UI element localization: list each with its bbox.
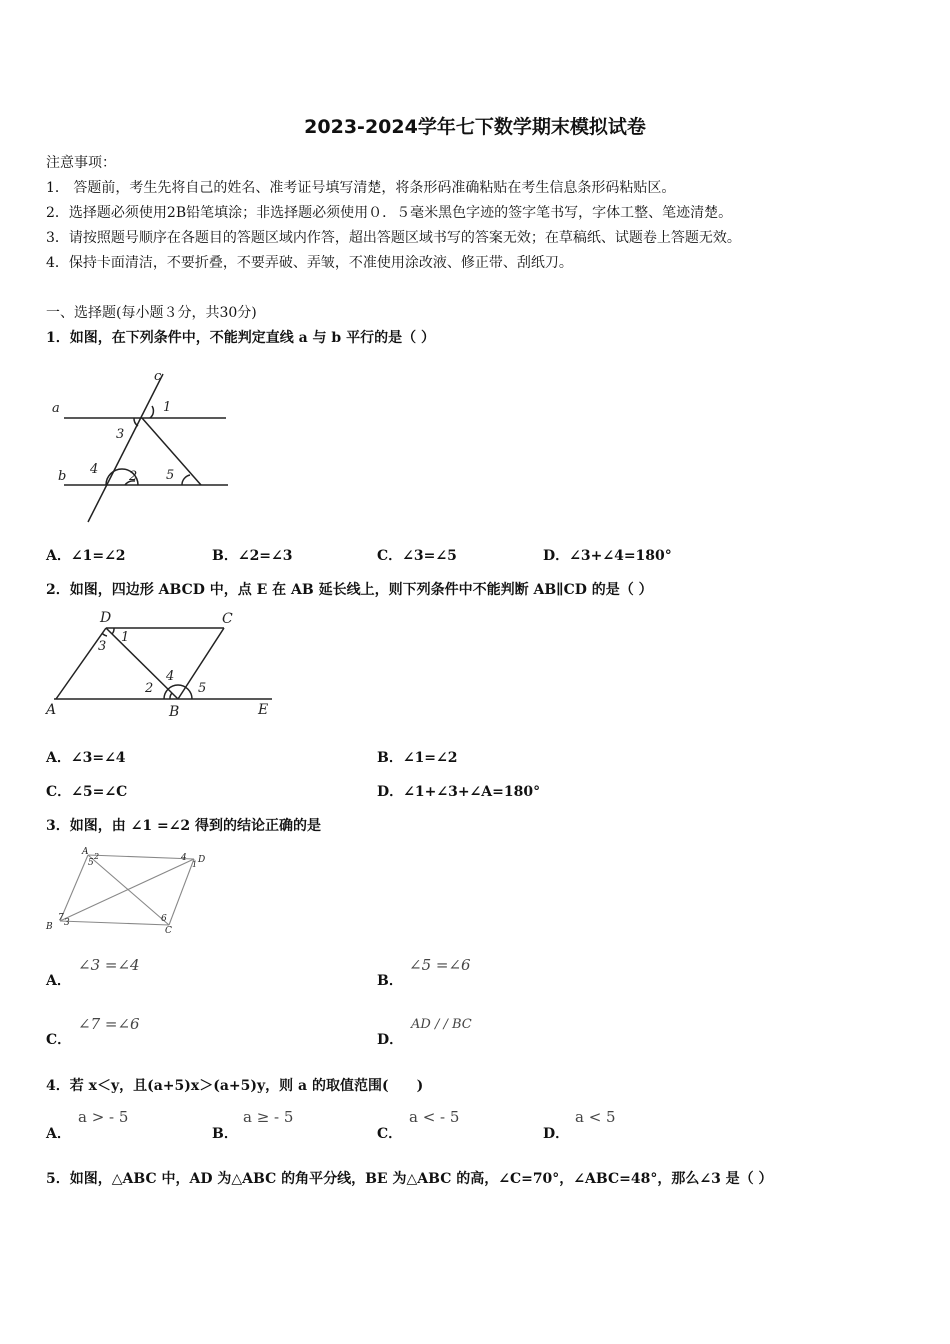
q4-option-d-value[interactable]: a < 5 — [575, 1108, 616, 1126]
q2-label-d: D — [100, 610, 112, 626]
notice-heading: 注意事项： — [46, 155, 116, 171]
q2-stem: 2．如图，四边形 ABCD 中，点 E 在 AB 延长线上，则下列条件中不能判断 AB∥CD 的是（ ） — [46, 582, 653, 598]
q1-stem: 1．如图，在下列条件中，不能判定直线 a 与 b 平行的是（ ） — [46, 330, 435, 346]
q3-label-a: A — [82, 847, 89, 857]
q4-option-a-letter[interactable]: A． — [46, 1126, 71, 1142]
q2-option-a[interactable]: A．∠3=∠4 — [46, 750, 126, 766]
q2-diagonal-db — [106, 628, 178, 699]
q1-option-c[interactable]: C．∠3=∠5 — [377, 548, 457, 564]
q2-label-a: A — [46, 702, 57, 718]
q1-label-5: 5 — [166, 468, 175, 483]
q1-label-b: b — [58, 469, 67, 484]
q3-label-c: C — [165, 926, 172, 936]
q1-option-a[interactable]: A．∠1=∠2 — [46, 548, 126, 564]
q4-option-b-letter[interactable]: B． — [212, 1126, 238, 1142]
q1-label-c: c — [154, 369, 162, 384]
q2-label-c: C — [222, 611, 233, 627]
q3-label-5: 5 — [88, 858, 94, 868]
q3-label-4: 4 — [181, 853, 187, 863]
q1-label-2: 2 — [129, 469, 138, 484]
notice-item: 1． 答题前，考生先将自己的姓名、准考证号填写清楚，将条形码准确粘贴在考生信息条形码粘贴区。 — [46, 180, 676, 196]
q3-option-c-value[interactable]: ∠7 =∠6 — [78, 1015, 140, 1033]
q3-option-d-letter[interactable]: D． — [377, 1032, 404, 1048]
q2-label-3: 3 — [98, 639, 107, 654]
q4-option-a-value[interactable]: a > - 5 — [78, 1108, 129, 1126]
q2-label-5: 5 — [198, 681, 207, 696]
q5-stem: 5．如图，△ABC 中，AD 为△ABC 的角平分线，BE 为△ABC 的高，∠C=70°，∠ABC=48°，那么∠3 是（ ） — [46, 1171, 773, 1187]
q1-option-d[interactable]: D．∠3+∠4=180° — [543, 548, 672, 564]
q4-stem: 4．若 x＜y，且(a+5)x＞(a+5)y，则 a 的取值范围( ) — [46, 1078, 424, 1094]
q3-label-d: D — [198, 855, 206, 865]
q3-option-b-value[interactable]: ∠5 =∠6 — [409, 956, 471, 974]
q2-label-1: 1 — [121, 630, 130, 645]
q3-option-b-letter[interactable]: B． — [377, 973, 403, 989]
q3-side-ab — [60, 855, 88, 921]
q1-label-a: a — [52, 401, 60, 416]
page-title: 2023-2024学年七下数学期末模拟试卷 — [304, 116, 646, 138]
q3-label-6: 6 — [161, 914, 167, 924]
q3-option-d-value[interactable]: AD / / BC — [411, 1017, 472, 1032]
q3-label-1: 1 — [192, 860, 198, 869]
q3-label-7: 7 — [58, 913, 64, 923]
q4-option-b-value[interactable]: a ≥ - 5 — [243, 1108, 294, 1126]
q1-label-3: 3 — [116, 427, 125, 442]
q3-option-a-value[interactable]: ∠3 =∠4 — [78, 956, 140, 974]
q3-stem: 3．如图，由 ∠1 =∠2 得到的结论正确的是 — [46, 818, 322, 834]
q2-label-b: B — [169, 704, 180, 720]
q3-diagonal-ac — [88, 855, 169, 925]
q3-option-c-letter[interactable]: C． — [46, 1032, 72, 1048]
q2-option-c[interactable]: C．∠5=∠C — [46, 784, 128, 800]
q3-figure — [44, 845, 214, 937]
q1-figure — [46, 362, 246, 527]
q1-label-1: 1 — [163, 400, 172, 415]
q1-line-c — [88, 374, 163, 522]
q2-option-b[interactable]: B．∠1=∠2 — [377, 750, 458, 766]
q1-label-4: 4 — [90, 462, 99, 477]
section-heading: 一、选择题(每小题３分，共30分) — [46, 305, 257, 321]
q2-label-2: 2 — [145, 681, 154, 696]
q2-label-4: 4 — [166, 669, 175, 684]
q3-label-3: 3 — [64, 918, 70, 928]
q3-label-b: B — [46, 922, 53, 932]
q3-label-2: 2 — [94, 852, 100, 861]
q2-figure — [44, 606, 276, 721]
q3-side-bc — [60, 921, 169, 925]
q4-option-d-letter[interactable]: D． — [543, 1126, 570, 1142]
notice-item: 3．请按照题号顺序在各题目的答题区域内作答，超出答题区域书写的答案无效；在草稿纸、试题卷上答题无效。 — [46, 230, 741, 246]
q3-side-ad — [88, 855, 194, 859]
q1-option-b[interactable]: B．∠2=∠3 — [212, 548, 293, 564]
q4-option-c-letter[interactable]: C． — [377, 1126, 403, 1142]
q2-label-e: E — [258, 702, 269, 718]
notice-item: 4．保持卡面清洁，不要折叠，不要弄破、弄皱，不准使用涂改液、修正带、刮纸刀。 — [46, 255, 573, 271]
q2-option-d[interactable]: D．∠1+∠3+∠A=180° — [377, 784, 541, 800]
q3-option-a-letter[interactable]: A． — [46, 973, 71, 989]
q4-option-c-value[interactable]: a < - 5 — [409, 1108, 460, 1126]
notice-item: 2．选择题必须使用2B铅笔填涂；非选择题必须使用０．５毫米黑色字迹的签字笔书写，字体工整、笔迹清楚。 — [46, 205, 733, 221]
